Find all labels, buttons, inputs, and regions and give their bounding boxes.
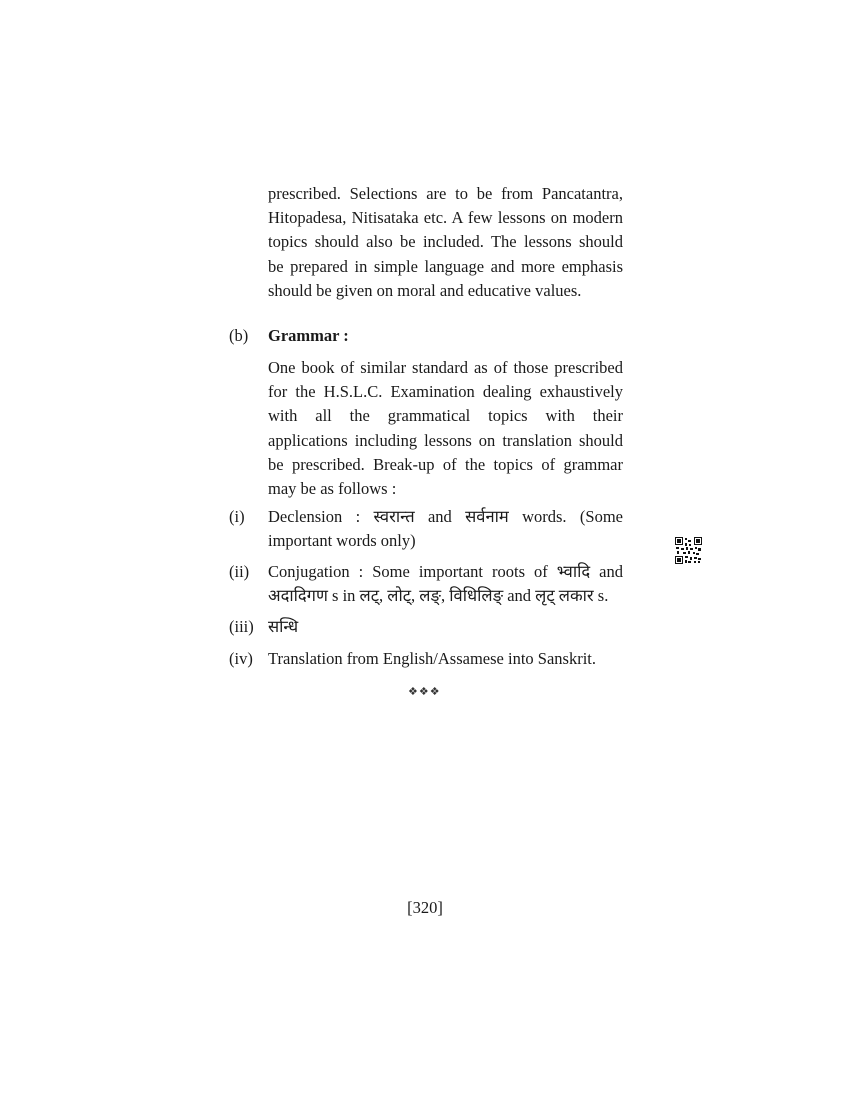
page-number: [320] <box>407 898 443 917</box>
item-line: Translation from English/Assamese into Sanskrit. <box>268 649 597 668</box>
paragraph-line: may be as follows : <box>268 479 397 499</box>
qr-code-icon <box>675 537 702 564</box>
item-declension <box>268 505 623 553</box>
item-translation <box>268 647 623 671</box>
item-line: सन्धि <box>268 617 299 636</box>
paragraph-line: with all the grammatical topics with their <box>268 406 623 426</box>
item-marker: (iii) <box>229 617 254 636</box>
paragraph-line: topics should also be included. The lessons should <box>268 232 623 252</box>
item-line: important words only) <box>268 531 416 551</box>
item-marker: (i) <box>229 507 245 526</box>
paragraph-line: prescribed. Selections are to be from Pancatantra, <box>268 184 623 203</box>
item-line: Conjugation : Some important roots of भ्वादि and <box>268 562 623 581</box>
item-line: अदादिगण s in लट्, लोट्, लङ्, विधिलिङ् and लृट् लकार s. <box>268 586 609 606</box>
paragraph-line: should be given on moral and educative values. <box>268 280 582 300</box>
section-b-heading: Grammar : <box>268 326 349 345</box>
paragraph-line: applications including lessons on translation should <box>268 430 623 450</box>
item-conjugation <box>268 560 623 608</box>
section-end-ornament: ❖❖❖ <box>408 686 441 698</box>
item-marker: (ii) <box>229 562 250 581</box>
item-line: Declension : स्वरान्त and सर्वनाम words. (Some <box>268 507 623 526</box>
grammar-paragraph <box>268 356 623 501</box>
paragraph-line: for the H.S.L.C. Examination dealing exhaustively <box>268 382 623 402</box>
paragraph-line: One book of similar standard as of those prescribed <box>268 358 623 377</box>
paragraph-line: be prescribed. Break-up of the topics of grammar <box>268 454 623 474</box>
section-b-marker: (b) <box>229 326 249 345</box>
intro-paragraph <box>268 182 623 303</box>
item-marker: (iv) <box>229 649 253 668</box>
paragraph-line: Hitopadesa, Nitisataka etc. A few lessons on modern <box>268 208 623 228</box>
item-sandhi <box>268 615 623 639</box>
paragraph-line: be prepared in simple language and more emphasis <box>268 256 623 276</box>
